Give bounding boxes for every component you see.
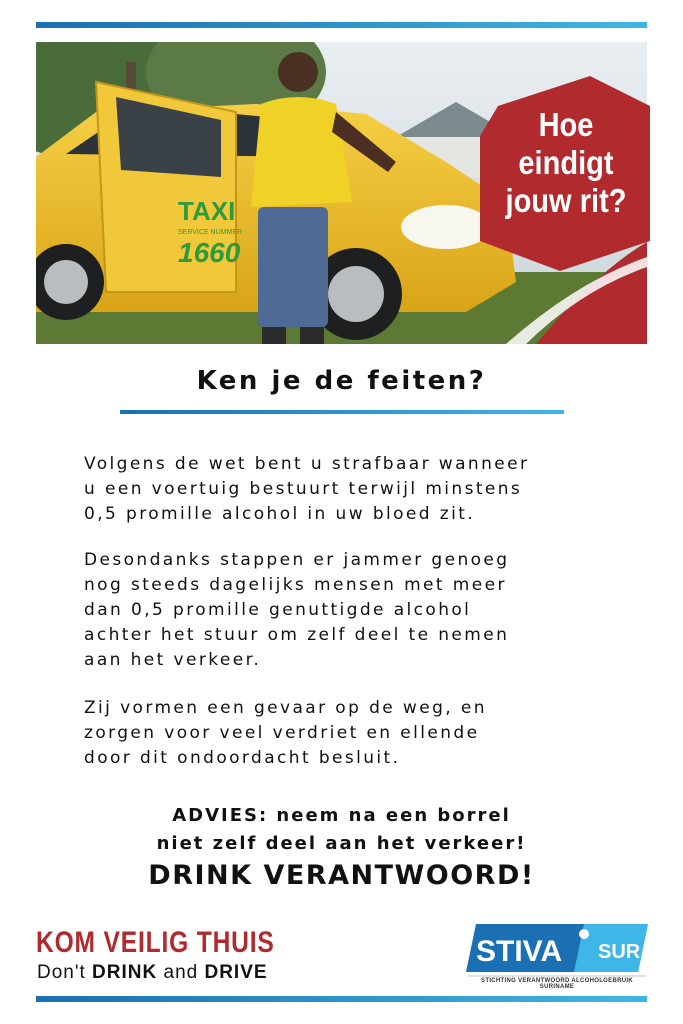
tagline-part: Don't <box>37 962 93 983</box>
headline: Ken je de feiten? <box>196 366 487 396</box>
badge-text <box>496 106 637 220</box>
taxi-service-label: SERVICE NUMMER <box>178 229 243 236</box>
advice-line-1: ADVIES: neem na een borrel <box>172 805 511 826</box>
logo-subtitle: STICHTING VERANTWOORD ALCOHOLGEBRUIK SURINAME <box>481 978 633 990</box>
tagline-drink: DRINK <box>92 962 158 983</box>
badge-line: jouw rit? <box>505 182 627 219</box>
tagline-drive: DRIVE <box>204 962 268 983</box>
taxi-number-text: 1660 <box>178 237 241 268</box>
paragraph-law: Volgens de wet bent u strafbaar wanneer u een voertuig bestuurt terwijl minstens 0,5 promille alcohol in uw bloed zit. <box>84 454 530 524</box>
logo-sur-text: SUR <box>598 941 641 963</box>
advice-line-3: DRINK VERANTWOORD! <box>148 860 535 891</box>
logo-figure-icon <box>579 929 589 939</box>
paragraph-drivers: Desondanks stappen er jammer genoeg nog steeds dagelijks mensen met meer dan 0,5 promille genuttigde alcohol achter het stuur om zelf deel te nemen aan het verkeer. <box>84 550 510 670</box>
top-accent-rule <box>36 22 647 28</box>
advice-line-2: niet zelf deel aan het verkeer! <box>156 833 527 854</box>
slogan-title: KOM VEILIG THUIS <box>36 926 275 959</box>
slogan-tagline <box>37 962 268 984</box>
bottom-accent-rule <box>36 996 647 1002</box>
paragraph-danger: Zij vormen een gevaar op de weg, en zorgen voor veel verdriet en ellende door dit ondoordacht besluit. <box>84 698 487 768</box>
taxi-brand-text: TAXI <box>178 196 236 226</box>
tagline-part: and <box>157 962 205 983</box>
badge-line: Hoe <box>538 106 594 143</box>
headline-underline <box>120 410 564 414</box>
badge-line: eindigt <box>518 144 614 181</box>
logo-stiva-text: STIVA <box>476 935 563 968</box>
